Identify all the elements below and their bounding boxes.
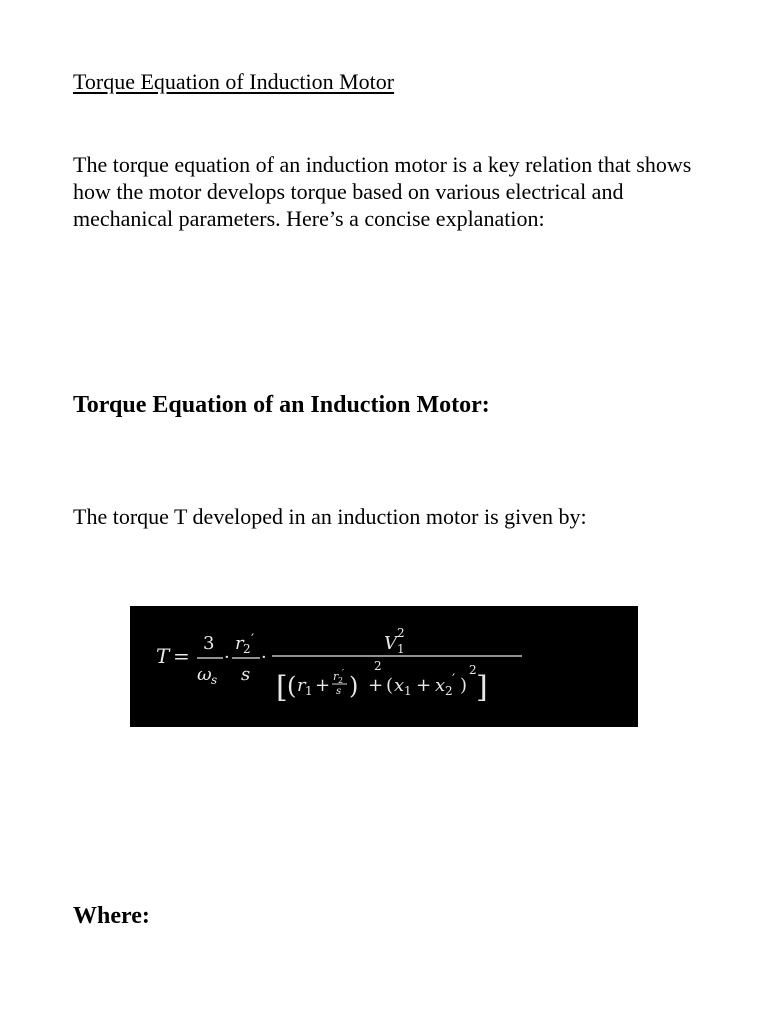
eq-x1-sym: x (394, 675, 405, 696)
eq-paren-open-2: ( (386, 675, 394, 696)
eq-paren-close-1: ) (349, 672, 359, 700)
eq-v-sub: 1 (397, 642, 405, 656)
eq-paren-open-1: ( (287, 672, 297, 700)
eq-v-sym: V (384, 633, 397, 654)
where-heading: Where: (73, 903, 150, 929)
document-title: Torque Equation of Induction Motor (73, 69, 395, 94)
eq-small-r2: r (333, 670, 339, 683)
eq-r2-den: s (241, 664, 251, 685)
eq-x2-sub: 2 (445, 684, 453, 698)
eq-small-s: s (336, 686, 342, 697)
eq-bracket-open: [ (276, 670, 288, 705)
equation-intro-text: The torque T developed in an induction motor is given by: (73, 504, 587, 529)
eq-x2-sym: x (435, 675, 446, 696)
eq-small-r2-prime: ′ (342, 669, 345, 679)
eq-plus-3: + (416, 675, 432, 696)
eq-square-1: 2 (374, 659, 382, 673)
eq-equals: = (173, 644, 190, 668)
eq-dot-1: · (224, 647, 230, 668)
eq-small-r2-sub: 2 (338, 676, 344, 685)
eq-lhs: T (156, 644, 170, 668)
eq-r1-sub: 1 (305, 684, 313, 698)
eq-x1-sub: 1 (404, 684, 412, 698)
eq-plus-2: + (368, 675, 384, 696)
eq-r2-prime: ′ (251, 632, 255, 648)
torque-equation-formula (130, 606, 638, 727)
torque-equation-image (130, 606, 638, 727)
eq-r2-sub: 2 (243, 642, 251, 656)
eq-dot-2: · (261, 647, 267, 668)
eq-coef-den-sub: s (211, 673, 218, 687)
section-heading: Torque Equation of an Induction Motor: (73, 392, 490, 418)
eq-coef-den: ω (197, 664, 212, 685)
eq-square-2: 2 (469, 663, 477, 677)
eq-coef-num: 3 (203, 633, 215, 654)
eq-x2-prime: ′ (452, 672, 456, 688)
eq-r1-sym: r (297, 675, 306, 696)
eq-paren-close-2: ) (460, 675, 468, 696)
eq-r2-num: r (235, 633, 244, 654)
eq-plus-1: + (315, 675, 331, 696)
eq-v-sup: 2 (397, 626, 405, 640)
eq-bracket-close: ] (476, 670, 488, 705)
intro-paragraph: The torque equation of an induction motor is a key relation that shows how the motor develops torque based on various electrical and mechanical parameters. Here’s a concise explanation: (73, 152, 692, 231)
